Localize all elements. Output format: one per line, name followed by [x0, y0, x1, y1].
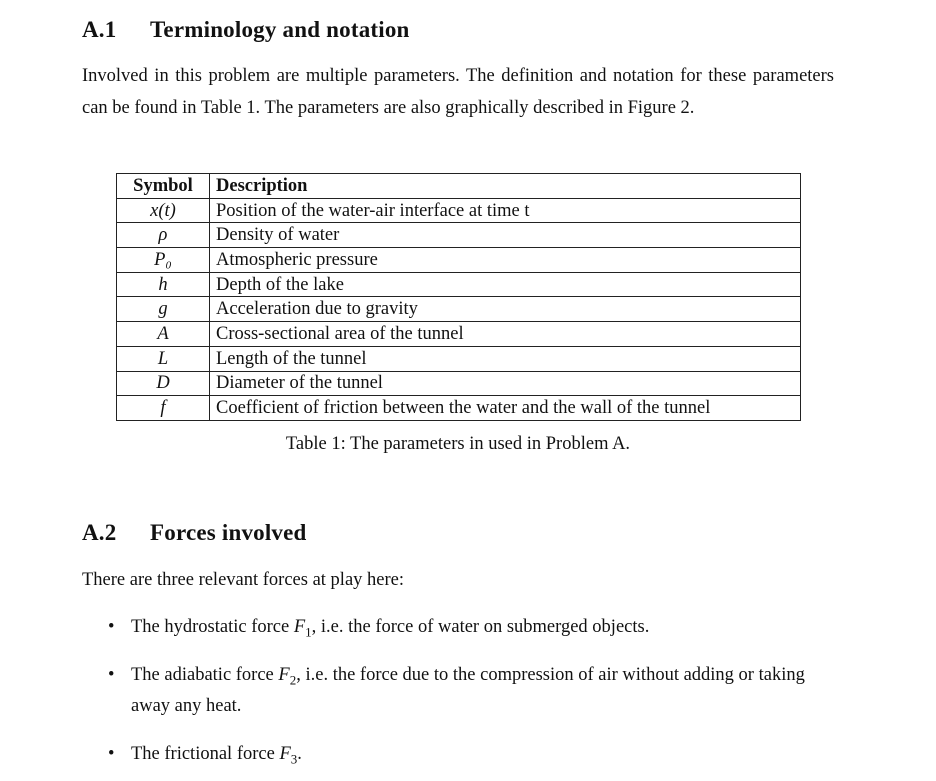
list-item	[82, 739, 842, 771]
row-description: Length of the tunnel	[210, 346, 801, 371]
header-description: Description	[210, 174, 801, 199]
bullet-icon: •	[108, 617, 115, 637]
row-description: Atmospheric pressure	[210, 248, 801, 273]
section-a2-number: A.2	[82, 520, 117, 545]
table-row	[117, 223, 801, 248]
row-symbol: P₀	[117, 248, 210, 273]
bullet-text: , i.e. the force due to the compression of air without adding or taking away any heat.	[131, 664, 805, 716]
parameters-table	[116, 173, 801, 421]
section-a1-paragraph: Involved in this problem are multiple parameters. The definition and notation for these parameters can be found in Table 1. The parameters are also graphically described in Figure 2.	[82, 66, 834, 118]
row-description: Position of the water-air interface at time t	[210, 198, 801, 223]
table-row	[117, 346, 801, 371]
row-symbol: ρ	[117, 223, 210, 248]
bullet-icon: •	[108, 743, 115, 764]
row-description: Density of water	[210, 223, 801, 248]
table-caption: Table 1: The parameters in used in Problem A.	[285, 434, 631, 454]
force-symbol: F	[278, 664, 290, 685]
header-symbol: Symbol	[117, 174, 210, 199]
row-symbol: A	[117, 322, 210, 347]
row-symbol: D	[117, 371, 210, 396]
force-symbol: F	[279, 743, 291, 764]
force-subscript: 1	[305, 624, 312, 640]
row-description: Cross-sectional area of the tunnel	[210, 322, 801, 347]
table-row	[117, 198, 801, 223]
row-symbol: f	[117, 396, 210, 421]
list-item	[82, 612, 842, 644]
section-a1-title: Terminology and notation	[150, 17, 410, 42]
section-a2-paragraph: There are three relevant forces at play here:	[82, 570, 405, 590]
table-row	[117, 297, 801, 322]
row-symbol: L	[117, 346, 210, 371]
row-description: Acceleration due to gravity	[210, 297, 801, 322]
bullet-text: , i.e. the force of water on submerged objects.	[311, 617, 650, 637]
row-description: Diameter of the tunnel	[210, 371, 801, 396]
bullet-text: .	[297, 743, 302, 764]
force-symbol: F	[293, 617, 306, 637]
table-row	[117, 322, 801, 347]
table-row	[117, 272, 801, 297]
forces-list	[82, 612, 842, 770]
row-description: Depth of the lake	[210, 272, 801, 297]
bullet-icon: •	[108, 664, 115, 685]
section-a2-title: Forces involved	[150, 520, 307, 545]
force-subscript: 3	[290, 751, 298, 767]
bullet-text: The hydrostatic force	[131, 617, 294, 637]
table-header-row	[117, 174, 801, 199]
force-subscript: 2	[289, 672, 297, 688]
table-row	[117, 371, 801, 396]
section-a1-number: A.1	[82, 17, 117, 42]
list-item	[82, 660, 842, 723]
table-row	[117, 248, 801, 273]
row-description: Coefficient of friction between the water and the wall of the tunnel	[210, 396, 801, 421]
row-symbol: x(t)	[117, 198, 210, 223]
table-row	[117, 396, 801, 421]
bullet-text: The adiabatic force	[131, 664, 279, 685]
bullet-text: The frictional force	[131, 743, 280, 764]
row-symbol: h	[117, 272, 210, 297]
section-a2-heading	[82, 520, 307, 546]
row-symbol: g	[117, 297, 210, 322]
section-a1-heading	[82, 17, 410, 43]
